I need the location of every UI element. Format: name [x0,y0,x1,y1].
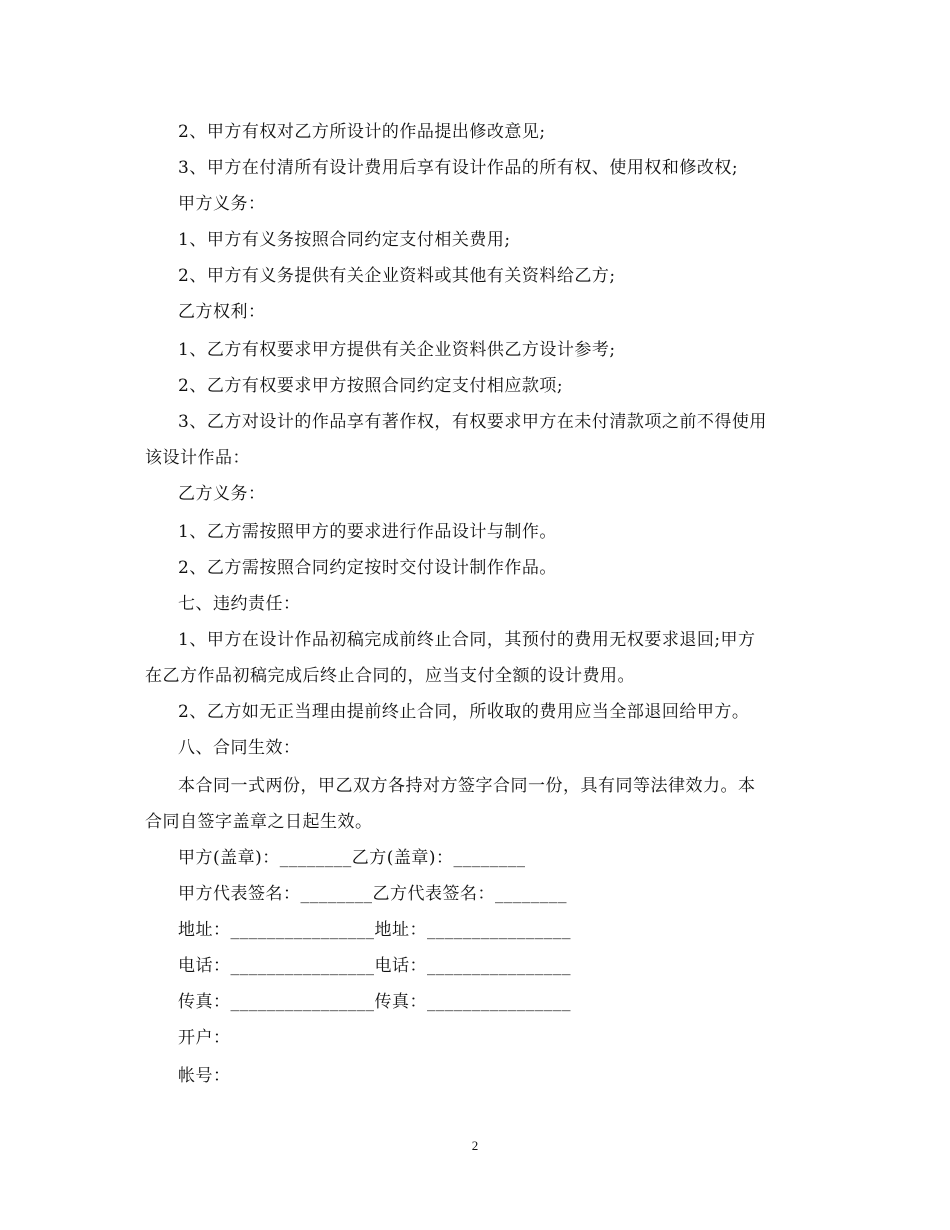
heading-party-b-rights: 乙方权利： [178,302,266,322]
heading-party-a-obligations: 甲方义务： [178,194,266,214]
clause-party-a-right-2: 2、甲方有权对乙方所设计的作品提出修改意见; [178,122,546,142]
clause-party-b-right-3-cont: 该设计作品： [145,448,250,468]
signature-representative-row: 甲方代表签名：________乙方代表签名：________ [178,884,567,904]
clause-party-b-right-3: 3、乙方对设计的作品享有著作权，有权要求甲方在未付清款项之前不得使用 [178,412,767,432]
clause-effectiveness: 本合同一式两份，甲乙双方各持对方签字合同一份，具有同等法律效力。本 [178,776,756,796]
clause-effectiveness-cont: 合同自签字盖章之日起生效。 [145,812,373,832]
signature-bank-row: 开户： [178,1028,231,1048]
clause-breach-1-cont: 在乙方作品初稿完成后终止合同的，应当支付全额的设计费用。 [145,666,635,686]
clause-party-b-right-2: 2、乙方有权要求甲方按照合同约定支付相应款项; [178,376,564,396]
signature-address-row: 地址：________________地址：________________ [178,920,571,940]
signature-seal-row: 甲方(盖章)：________乙方(盖章)：________ [178,848,526,868]
clause-party-a-obligation-1: 1、甲方有义务按照合同约定支付相关费用; [178,230,511,250]
clause-party-b-obligation-1: 1、乙方需按照甲方的要求进行作品设计与制作。 [178,522,557,542]
clause-party-b-right-1: 1、乙方有权要求甲方提供有关企业资料供乙方设计参考; [178,340,616,360]
clause-breach-1: 1、甲方在设计作品初稿完成前终止合同，其预付的费用无权要求退回;甲方 [178,630,756,650]
clause-breach-2: 2、乙方如无正当理由提前终止合同，所收取的费用应当全部退回给甲方。 [178,702,750,722]
clause-party-b-obligation-2: 2、乙方需按照合同约定按时交付设计制作作品。 [178,558,557,578]
clause-party-a-obligation-2: 2、甲方有义务提供有关企业资料或其他有关资料给乙方; [178,266,616,286]
page-number: 2 [471,1138,479,1153]
signature-account-row: 帐号： [178,1066,231,1086]
clause-party-a-right-3: 3、甲方在付清所有设计费用后享有设计作品的所有权、使用权和修改权; [178,158,739,178]
heading-breach-liability: 七、违约责任： [178,594,301,614]
heading-effectiveness: 八、合同生效： [178,738,301,758]
signature-phone-row: 电话：________________电话：________________ [178,956,571,976]
heading-party-b-obligations: 乙方义务： [178,484,266,504]
signature-fax-row: 传真：________________传真：________________ [178,992,571,1012]
